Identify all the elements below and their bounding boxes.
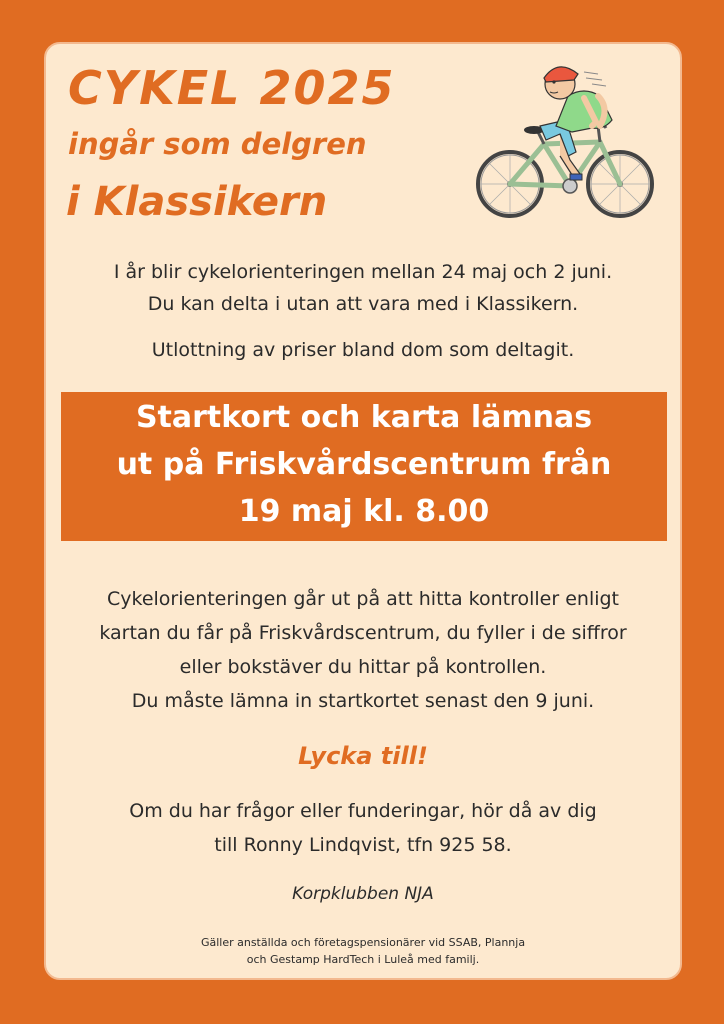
description-line-1: Cykelorienteringen går ut på att hitta kontroller enligt	[106, 588, 620, 610]
contact-line-2: till Ronny Lindqvist, tfn 925 58.	[214, 834, 512, 856]
fineprint	[44, 934, 682, 968]
poster-subline-2: i Klassikern	[66, 179, 328, 225]
rider-icon	[540, 67, 612, 180]
poster-subline-1: ingår som delgren	[68, 127, 367, 161]
poster-headline: CYKEL 2025	[68, 61, 396, 115]
description-paragraph	[44, 582, 682, 718]
contact-paragraph	[44, 794, 682, 862]
intro-line-1: I år blir cykelorienteringen mellan 24 maj och 2 juni.	[113, 261, 613, 283]
intro-line-2: Du kan delta i utan att vara med i Klassikern.	[147, 293, 579, 315]
cyclist-illustration	[472, 56, 658, 224]
contact-line-1: Om du har frågor eller funderingar, hör då av dig	[129, 800, 597, 822]
pickup-banner	[61, 392, 667, 541]
fineprint-line-1: Gäller anställda och företagspensionärer vid SSAB, Plannja	[200, 936, 526, 949]
club-signature: Korpklubben NJA	[292, 884, 434, 904]
description-line-3: eller bokstäver du hittar på kontrollen.	[179, 656, 547, 678]
description-line-2: kartan du får på Friskvårdscentrum, du fyller i de siffror	[99, 622, 627, 644]
description-line-4: Du måste lämna in startkortet senast den 9 juni.	[131, 690, 595, 712]
prize-note: Utlottning av priser bland dom som deltagit.	[151, 339, 575, 361]
banner-line-1: Startkort och karta lämnas	[135, 400, 593, 435]
speed-lines-icon	[584, 72, 606, 86]
banner-line-2: ut på Friskvårdscentrum från	[116, 447, 612, 482]
good-luck-text: Lycka till!	[298, 742, 428, 770]
fineprint-line-2: och Gestamp HardTech i Luleå med familj.	[246, 953, 480, 966]
intro-paragraph	[44, 256, 682, 320]
banner-line-3: 19 maj kl. 8.00	[238, 494, 490, 529]
